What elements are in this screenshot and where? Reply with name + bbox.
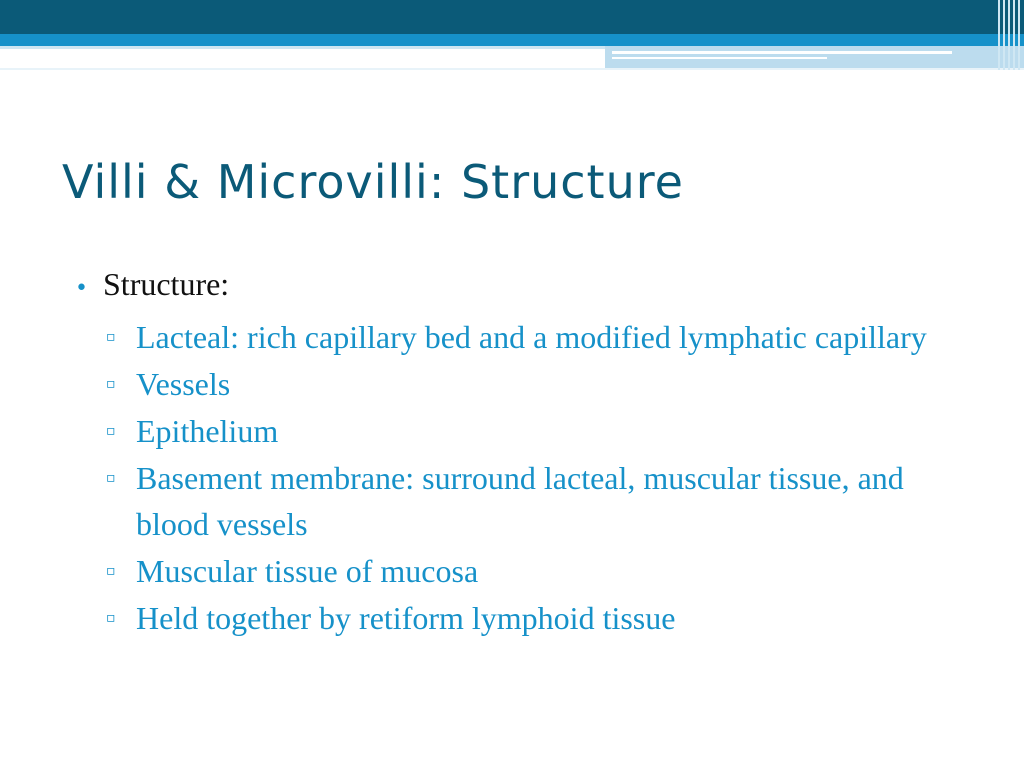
sub-bullet-item — [106, 361, 975, 407]
sub-bullet-icon: ▫ — [106, 470, 116, 486]
header-edge — [0, 68, 1024, 70]
sub-bullet-icon: ▫ — [106, 563, 116, 579]
slide-title: Villi & Microvilli: Structure — [62, 155, 684, 209]
bullet-item — [75, 260, 975, 313]
sub-bullet-item — [106, 595, 975, 641]
sub-bullet-text: Held together by retiform lymphoid tissue — [136, 600, 676, 636]
sub-bullet-item — [106, 408, 975, 454]
header-line — [612, 57, 827, 59]
bullet-text: Structure: — [103, 266, 230, 302]
sub-bullet-icon: ▫ — [106, 423, 116, 439]
header-stripes — [994, 0, 1024, 70]
header-band-mid — [0, 34, 1024, 46]
sub-bullet-icon: ▫ — [106, 610, 116, 626]
sub-bullet-text: Muscular tissue of mucosa — [136, 553, 479, 589]
sub-bullet-text: Basement membrane: surround lacteal, muscular tissue, and blood vessels — [136, 460, 904, 542]
sub-bullet-icon: ▫ — [106, 329, 116, 345]
header-line — [612, 51, 952, 54]
sub-bullet-item — [106, 455, 975, 547]
sub-bullet-item — [106, 314, 975, 360]
sub-bullet-text: Lacteal: rich capillary bed and a modified lymphatic capillary — [136, 319, 927, 355]
sub-bullet-item — [106, 548, 975, 594]
sub-bullet-text: Epithelium — [136, 413, 279, 449]
header-band-pale-left — [0, 46, 605, 49]
header-band-dark — [0, 0, 1024, 34]
sub-bullet-icon: ▫ — [106, 376, 116, 392]
bullet-icon: • — [75, 276, 88, 301]
slide-body — [75, 260, 975, 641]
sub-bullet-text: Vessels — [136, 366, 231, 402]
